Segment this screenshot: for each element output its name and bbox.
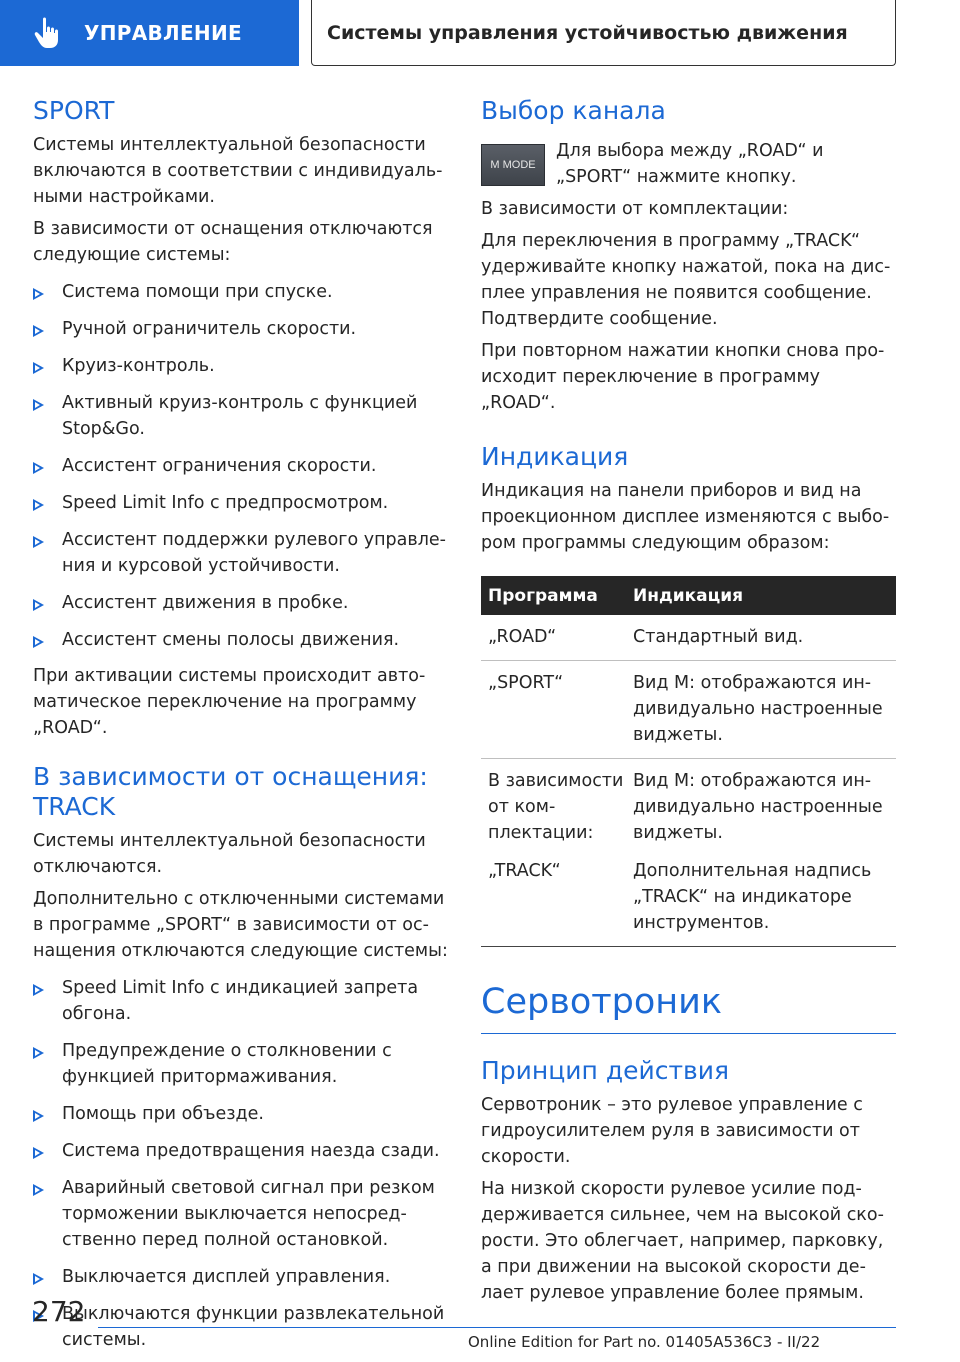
mmode-row (481, 138, 896, 190)
table-cell-indication: Вид M: отображаются индивидуально настроенные виджеты. (626, 661, 896, 759)
sport-heading: SPORT (33, 96, 115, 125)
chapter-title: Системы управления устойчивостью движения (311, 0, 896, 66)
right-column (481, 96, 896, 1306)
sport-paragraph-3: При активации системы происходит автоматическое переключение на программу „ROAD“. (33, 666, 426, 738)
list-item: Помощь при объезде. (33, 1101, 451, 1127)
channel-paragraph-1: Для выбора между „ROAD“ и „SPORT“ нажмите кнопку. (556, 141, 824, 187)
table-row (481, 759, 896, 947)
list-item: Speed Limit Info с индикацией запрета обгона. (33, 975, 451, 1027)
principle-heading: Принцип действия (481, 1056, 730, 1085)
table-header-indication: Индикация (626, 576, 896, 615)
list-item: Система предотвращения наезда сзади. (33, 1138, 451, 1164)
track-heading (33, 762, 451, 822)
table-cell-indication: Стандартный вид. (626, 615, 896, 661)
list-item: Ручной ограничитель скорости. (33, 316, 451, 342)
section-tab-label: УПРАВЛЕНИЕ (84, 21, 242, 45)
channel-paragraph-2: В зависимости от комплектации: (481, 199, 789, 219)
principle-paragraph-2: На низкой скорости рулевое усилие поддерживается сильнее, чем на высокой скорости. Это облегчает, например, парковку, а при движении на высокой скорости делает рулевое управление более прямым. (481, 1179, 884, 1303)
list-item: Ассистент ограничения скорости. (33, 453, 451, 479)
program-indication-table (481, 576, 896, 947)
m-mode-button-icon: M MODE (481, 144, 545, 186)
table-header-row (481, 576, 896, 615)
list-item: Аварийный световой сигнал при резком торможении выключается непосредственно перед полной остановкой. (33, 1175, 451, 1253)
list-item: Активный круиз-контроль с функцией Stop&Go. (33, 390, 451, 442)
section-tab[interactable] (0, 0, 299, 66)
list-item: Система помощи при спуске. (33, 279, 451, 305)
indication-heading: Индикация (481, 442, 629, 471)
table-cell-program: „SPORT“ (481, 661, 626, 759)
left-column (33, 96, 451, 1353)
list-item: Предупреждение о столкновении с функцией притормаживания. (33, 1038, 451, 1090)
table-header-program: Программа (481, 576, 626, 615)
list-item: Круиз-контроль. (33, 353, 451, 379)
track-paragraph-2: Дополнительно с отключенными системами в программе „SPORT“ в зависимости от оснащения отключаются следующие системы: (33, 889, 448, 961)
table-cell-program-track: „TRACK“ (488, 861, 561, 881)
footer-edition: Online Edition for Part no. 01405A536C3 - II/22 (468, 1333, 821, 1351)
page-number: 272 (32, 1295, 86, 1328)
list-item: Ассистент движения в пробке. (33, 590, 451, 616)
channel-paragraph-4: При повторном нажатии кнопки снова происходит переключение в программу „ROAD“. (481, 341, 885, 413)
track-heading-line-1: В зависимости от оснащения: (33, 762, 428, 791)
sport-paragraph-1: Системы интеллектуальной безопасности включаются в соответствии с индивидуальными настройками. (33, 135, 443, 207)
table-row (481, 661, 896, 759)
sport-disabled-systems-list (33, 279, 451, 653)
table-cell-indication (626, 759, 896, 947)
list-item: Ассистент смены полосы движения. (33, 627, 451, 653)
indication-paragraph-1: Индикация на панели приборов и вид на проекционном дисплее изменяются с выбором программы следующим образом: (481, 481, 890, 553)
channel-heading: Выбор канала (481, 96, 666, 125)
table-cell-indication-view: Вид M: отображаются индивидуально настроенные виджеты. (633, 771, 883, 843)
servotronic-heading: Сервотроник (481, 981, 896, 1034)
track-disabled-systems-list (33, 975, 451, 1353)
table-cell-program (481, 759, 626, 947)
list-item: Speed Limit Info с предпросмотром. (33, 490, 451, 516)
table-cell-program-note: В зависимости от комплектации: (488, 771, 624, 843)
table-row (481, 615, 896, 661)
track-paragraph-1: Системы интеллектуальной безопасности отключаются. (33, 831, 426, 877)
principle-paragraph-1: Сервотроник – это рулевое управление с гидроусилителем руля в зависимости от скорости. (481, 1095, 863, 1167)
footer-divider (98, 1327, 896, 1328)
sport-paragraph-2: В зависимости от оснащения отключаются следующие системы: (33, 219, 433, 265)
table-cell-program: „ROAD“ (481, 615, 626, 661)
list-item: Выключается дисплей управления. (33, 1264, 451, 1290)
table-cell-indication-track: Дополнительная надпись „TRACK“ на индикаторе инструментов. (633, 861, 872, 933)
list-item: Выключаются функции развлекательной системы. (33, 1301, 451, 1353)
hand-pointer-icon (28, 13, 68, 53)
channel-paragraph-3: Для переключения в программу „TRACK“ удерживайте кнопку нажатой, пока на дисплее управления не появится сообщение. Подтвердите сообщение. (481, 231, 891, 329)
list-item: Ассистент поддержки рулевого управления и курсовой устойчивости. (33, 527, 451, 579)
track-heading-line-2: TRACK (33, 792, 116, 821)
